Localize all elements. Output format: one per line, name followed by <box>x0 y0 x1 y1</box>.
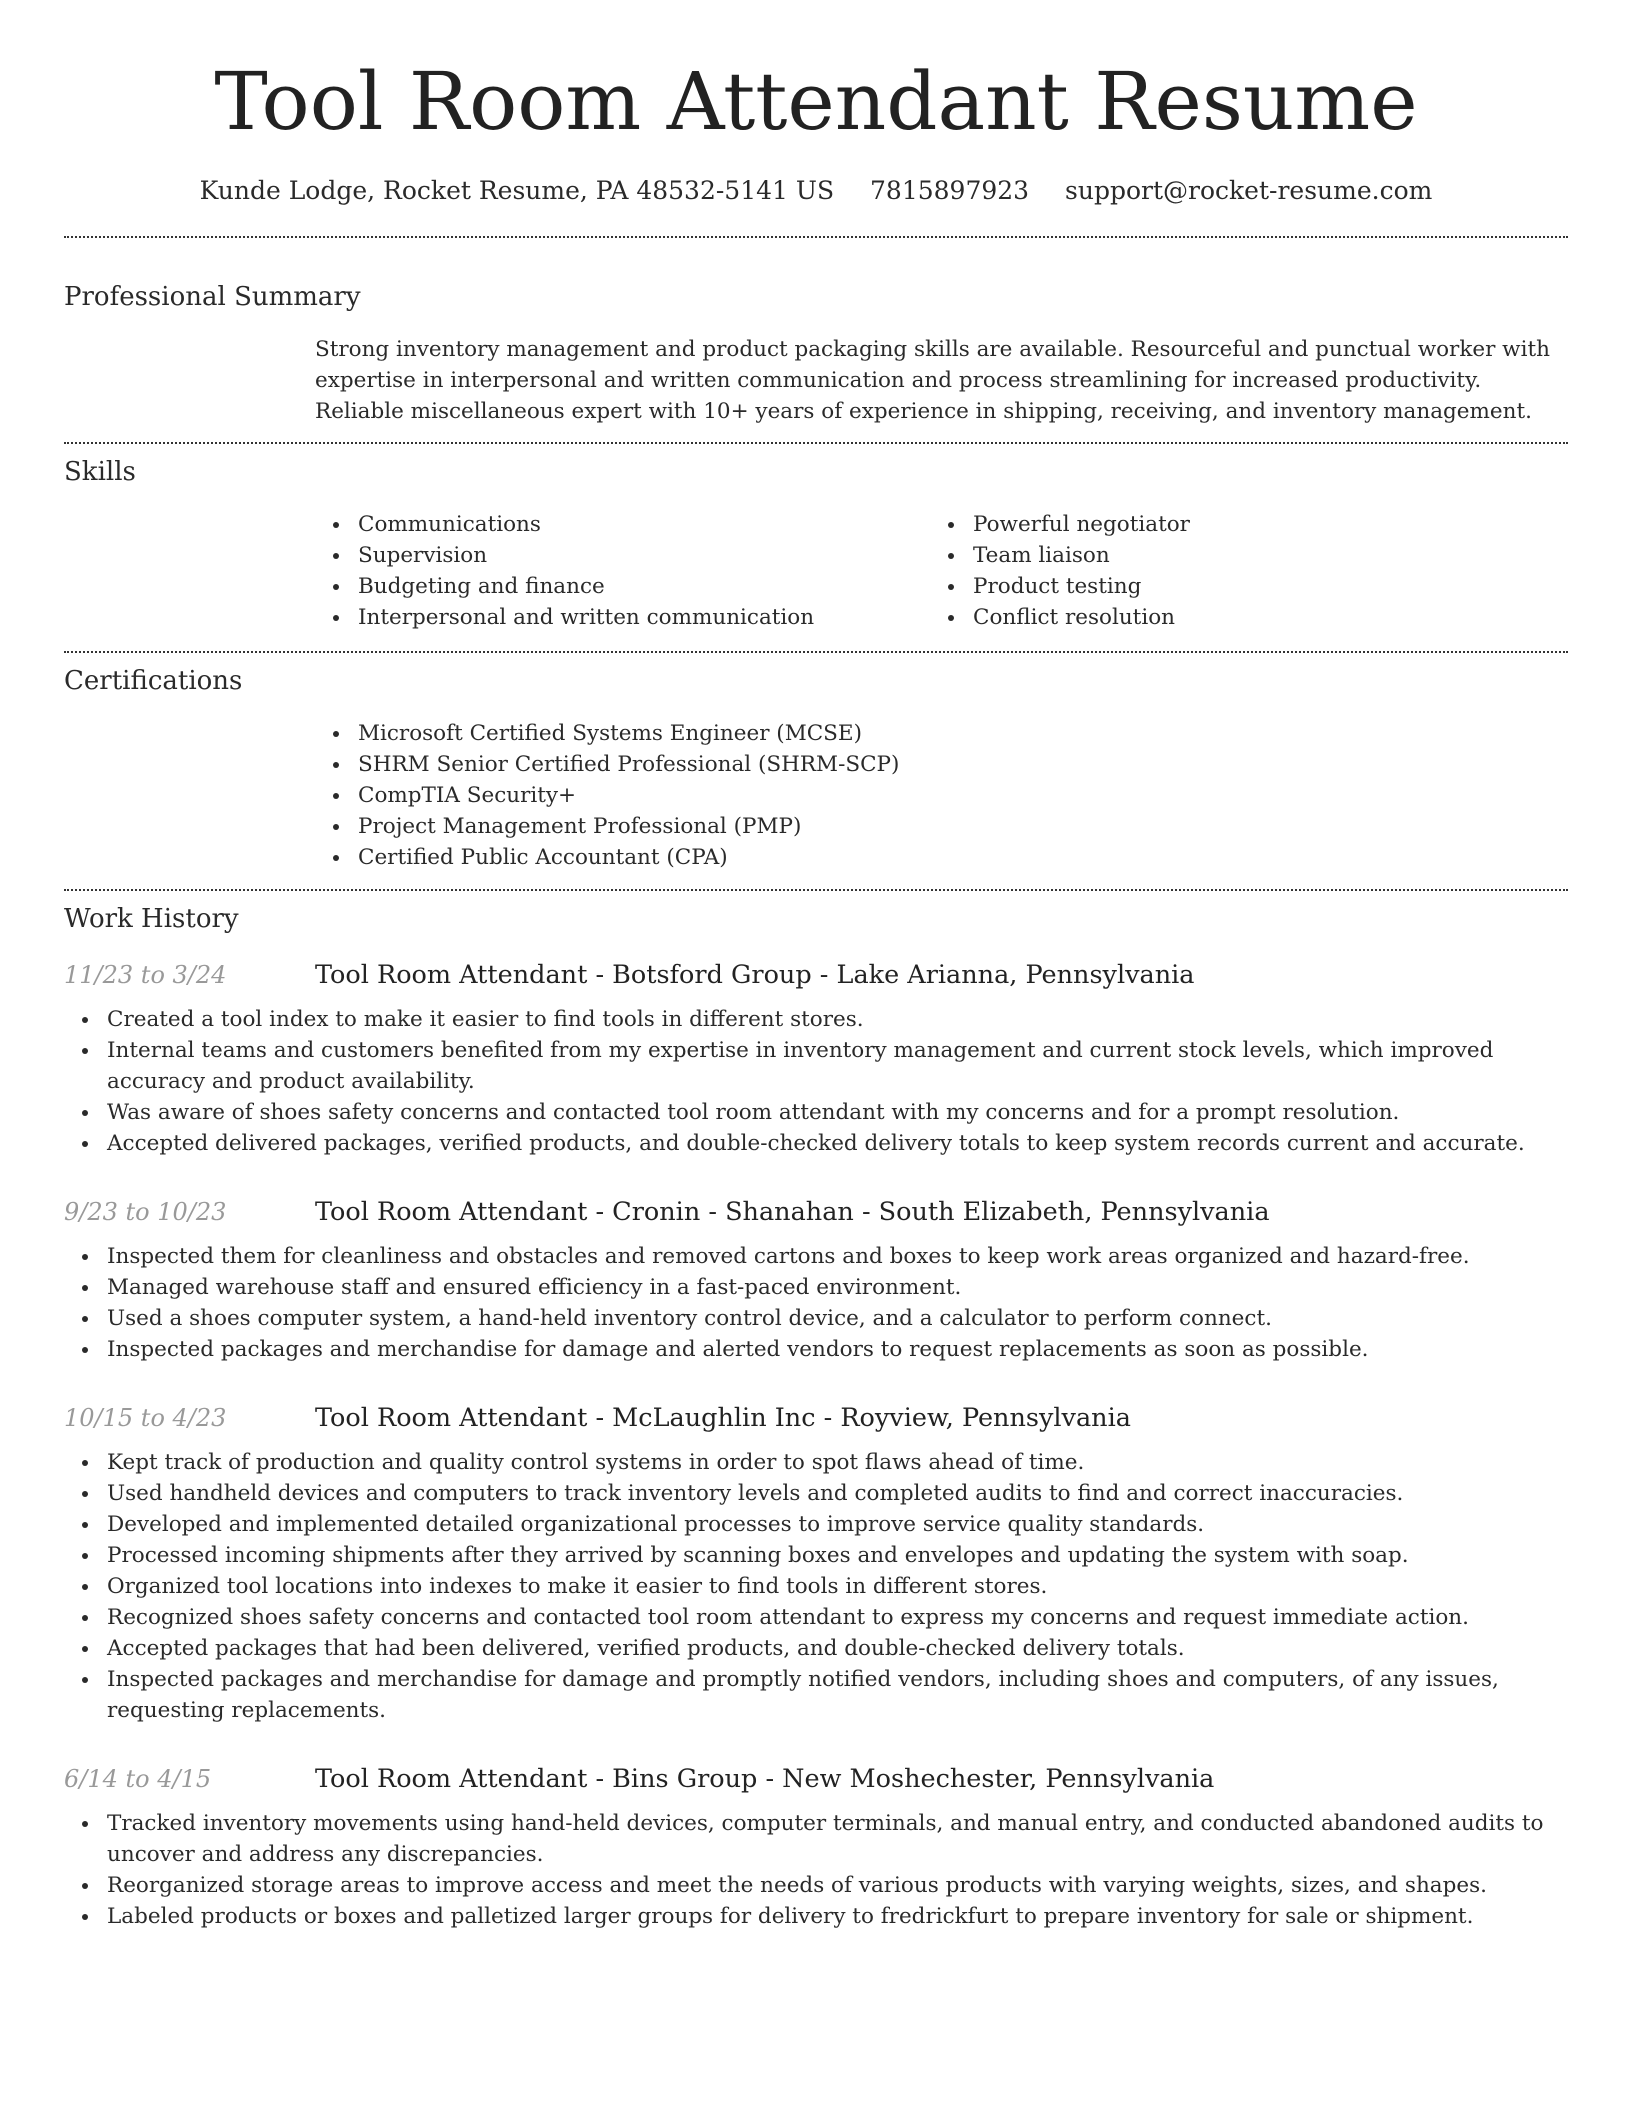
list-item: Inspected packages and merchandise for damage and alerted vendors to request replacements as soon as possible. <box>64 1334 1568 1365</box>
certifications-list <box>315 718 1568 873</box>
list-item: Created a tool index to make it easier to find tools in different stores. <box>64 1004 1568 1035</box>
resume-title: Tool Room Attendant Resume <box>214 55 1418 148</box>
list-item: Developed and implemented detailed organizational processes to improve service quality standards. <box>64 1509 1568 1540</box>
list-item: SHRM Senior Certified Professional (SHRM-SCP) <box>315 749 1568 780</box>
list-item: Project Management Professional (PMP) <box>315 811 1568 842</box>
job-entry <box>64 1762 1568 1932</box>
list-item: CompTIA Security+ <box>315 780 1568 811</box>
contact-line <box>64 174 1568 208</box>
job-bullet-list <box>64 1808 1568 1932</box>
list-item: Microsoft Certified Systems Engineer (MCSE) <box>315 718 1568 749</box>
list-item: Team liaison <box>930 540 1545 571</box>
list-item: Inspected them for cleanliness and obstacles and removed cartons and boxes to keep work areas organized and hazard-free. <box>64 1241 1568 1272</box>
job-entry <box>64 1401 1568 1726</box>
skills-left-list <box>315 509 930 633</box>
list-item: Kept track of production and quality control systems in order to spot flaws ahead of time. <box>64 1447 1568 1478</box>
list-item: Organized tool locations into indexes to make it easier to find tools in different stores. <box>64 1571 1568 1602</box>
list-item: Budgeting and finance <box>315 571 930 602</box>
job-date: 10/15 to 4/23 <box>64 1404 227 1432</box>
contact-email: support@rocket-resume.com <box>1065 176 1433 205</box>
work-history-heading: Work History <box>64 904 239 934</box>
job-title: Tool Room Attendant - Botsford Group - Lake Arianna, Pennsylvania <box>315 960 1195 990</box>
certifications-section <box>64 653 1568 873</box>
job-date: 9/23 to 10/23 <box>64 1198 227 1226</box>
job-entry <box>64 958 1568 1159</box>
list-item: Recognized shoes safety concerns and contacted tool room attendant to express my concerns and request immediate action. <box>64 1602 1568 1633</box>
list-item: Inspected packages and merchandise for damage and promptly notified vendors, including shoes and computers, of any issues, requesting replacements. <box>64 1664 1568 1726</box>
job-title: Tool Room Attendant - Bins Group - New Moshechester, Pennsylvania <box>315 1764 1215 1794</box>
list-item: Managed warehouse staff and ensured efficiency in a fast-paced environment. <box>64 1272 1568 1303</box>
list-item: Reorganized storage areas to improve access and meet the needs of various products with varying weights, sizes, and shapes. <box>64 1870 1568 1901</box>
job-bullet-list <box>64 1447 1568 1726</box>
summary-content <box>315 334 1568 427</box>
list-item: Used a shoes computer system, a hand-held inventory control device, and a calculator to perform connect. <box>64 1303 1568 1334</box>
list-item: Powerful negotiator <box>930 509 1545 540</box>
skills-grid <box>315 509 1568 633</box>
list-item: Used handheld devices and computers to track inventory levels and completed audits to find and correct inaccuracies. <box>64 1478 1568 1509</box>
skills-right-list <box>930 509 1545 633</box>
summary-section <box>64 238 1568 427</box>
list-item: Internal teams and customers benefited from my expertise in inventory management and current stock levels, which improved accuracy and product availability. <box>64 1035 1568 1097</box>
job-title: Tool Room Attendant - McLaughlin Inc - Royview, Pennsylvania <box>315 1403 1131 1433</box>
contact-address: Kunde Lodge, Rocket Resume, PA 48532-5141 US <box>199 176 835 205</box>
job-entry <box>64 1195 1568 1365</box>
list-item: Accepted packages that had been delivered, verified products, and double-checked delivery totals. <box>64 1633 1568 1664</box>
skills-heading: Skills <box>64 457 136 487</box>
list-item: Supervision <box>315 540 930 571</box>
certifications-heading: Certifications <box>64 666 243 696</box>
contact-phone: 7815897923 <box>870 176 1030 205</box>
summary-heading: Professional Summary <box>64 282 361 312</box>
job-bullet-list <box>64 1241 1568 1365</box>
list-item: Communications <box>315 509 930 540</box>
list-item: Conflict resolution <box>930 602 1545 633</box>
list-item: Tracked inventory movements using hand-held devices, computer terminals, and manual entry, and conducted abandoned audits to uncover and address any discrepancies. <box>64 1808 1568 1870</box>
list-item: Was aware of shoes safety concerns and contacted tool room attendant with my concerns and for a prompt resolution. <box>64 1097 1568 1128</box>
skills-section <box>64 444 1568 633</box>
certifications-content <box>315 718 1568 873</box>
summary-text: Strong inventory management and product packaging skills are available. Resourceful and punctual worker with expertise in interpersonal and written communication and process streamlining for increased productivity. Reliable miscellaneous expert with 10+ years of experience in shipping, receiving, and inventory management. <box>315 337 1550 424</box>
job-bullet-list <box>64 1004 1568 1159</box>
list-item: Product testing <box>930 571 1545 602</box>
list-item: Certified Public Accountant (CPA) <box>315 842 1568 873</box>
job-title: Tool Room Attendant - Cronin - Shanahan - South Elizabeth, Pennsylvania <box>315 1197 1270 1227</box>
list-item: Accepted delivered packages, verified products, and double-checked delivery totals to keep system records current and accurate. <box>64 1128 1568 1159</box>
job-date: 6/14 to 4/15 <box>64 1765 212 1793</box>
list-item: Processed incoming shipments after they arrived by scanning boxes and envelopes and updating the system with soap. <box>64 1540 1568 1571</box>
work-history-section <box>64 891 1568 1932</box>
job-date: 11/23 to 3/24 <box>64 961 227 989</box>
list-item: Labeled products or boxes and palletized larger groups for delivery to fredrickfurt to prepare inventory for sale or shipment. <box>64 1901 1568 1932</box>
list-item: Interpersonal and written communication <box>315 602 930 633</box>
